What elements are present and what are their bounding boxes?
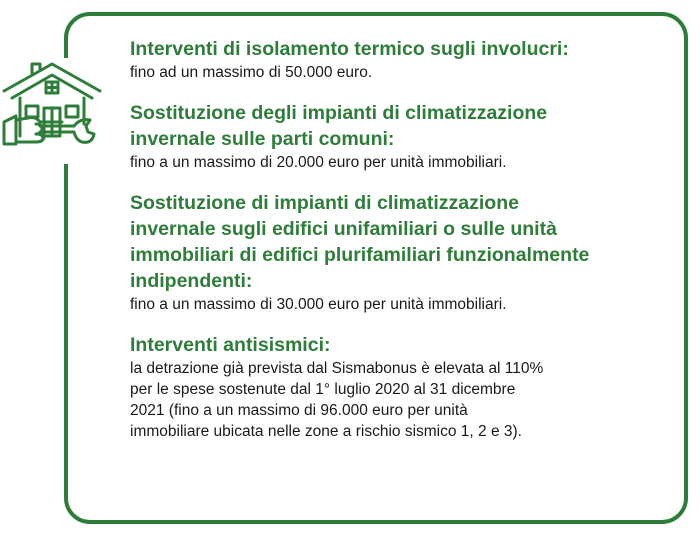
section-heading-line: Interventi di isolamento termico sugli involucri: (130, 38, 569, 60)
section-body-line: fino a un massimo di 30.000 euro per unità immobiliari. (130, 296, 507, 313)
section-body-line: per le spese sostenute dal 1° luglio 2020 al 31 dicembre (130, 381, 516, 398)
house-with-wrench-hand-icon (2, 58, 104, 164)
bonus-section-2 (130, 100, 690, 173)
section-body-line: fino ad un massimo di 50.000 euro. (130, 64, 373, 81)
house-renovation-icon (2, 58, 104, 164)
section-body-line: la detrazione già prevista dal Sismabonus è elevata al 110% (130, 360, 544, 377)
bonus-section-3 (130, 190, 690, 315)
section-body-line: 2021 (fino a un massimo di 96.000 euro per unità (130, 402, 468, 419)
bonus-section-4 (130, 332, 690, 442)
section-heading-line: invernale sulle parti comuni: (130, 128, 395, 150)
section-heading-line: Sostituzione degli impianti di climatizzazione (130, 102, 548, 124)
bonus-section-1 (130, 36, 690, 83)
section-heading-line: Interventi antisismici: (130, 334, 331, 356)
section-heading-line: Sostituzione di impianti di climatizzazione (130, 192, 519, 214)
section-body-line: fino a un massimo di 20.000 euro per unità immobiliari. (130, 154, 507, 171)
section-heading-line: invernale sugli edifici unifamiliari o sulle unità (130, 218, 557, 240)
content-area (130, 36, 690, 442)
section-heading-line: immobiliari di edifici plurifamiliari funzionalmente (130, 244, 590, 266)
section-body-line: immobiliare ubicata nelle zone a rischio sismico 1, 2 e 3). (130, 423, 522, 440)
section-heading-line: indipendenti: (130, 270, 253, 292)
